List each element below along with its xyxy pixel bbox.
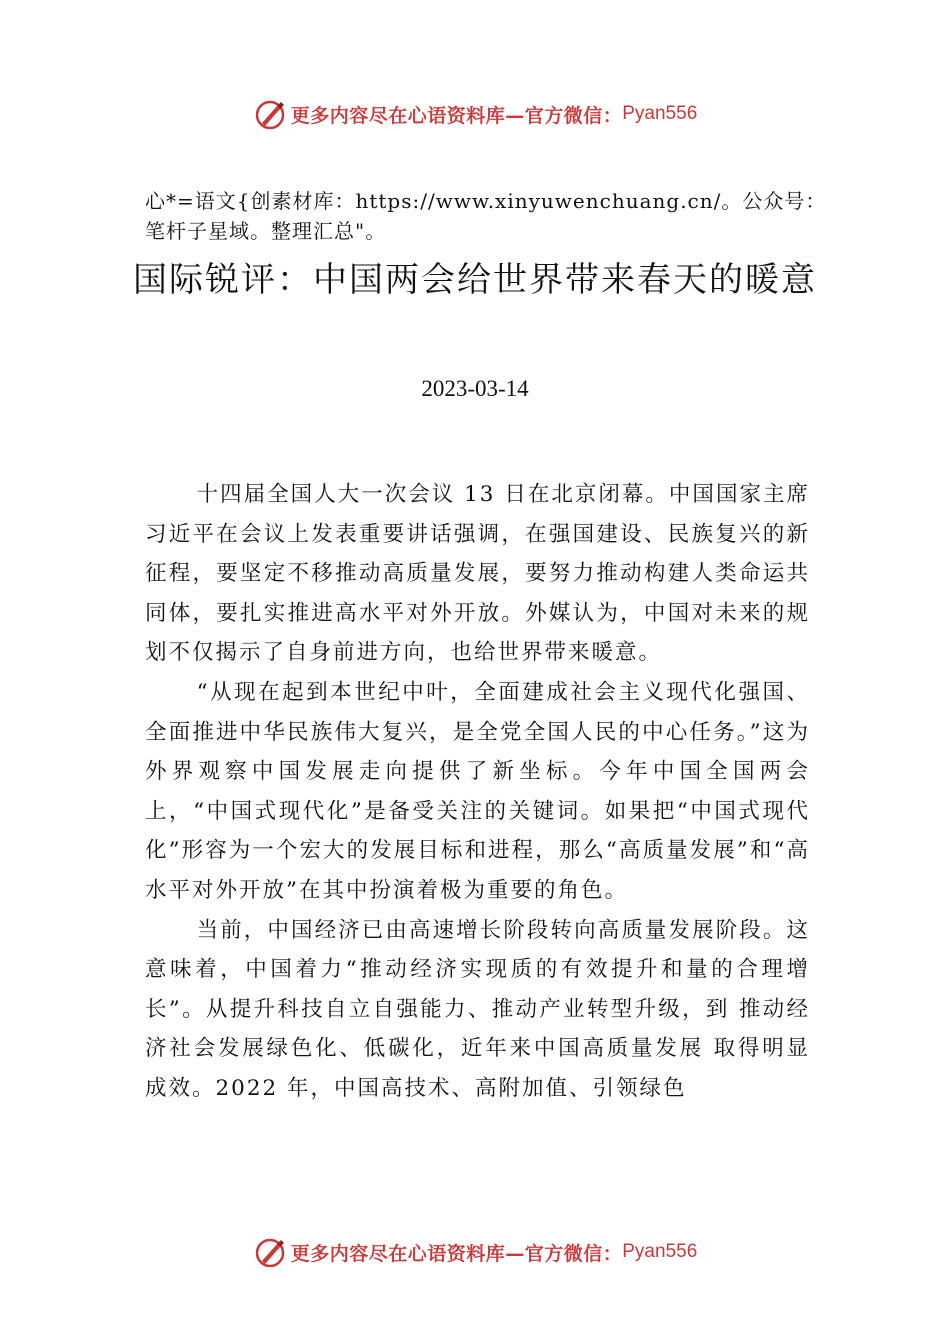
paragraph: 十四届全国人大一次会议 13 日在北京闭幕。中国国家主席习近平在会议上发表重要讲话强调，在强国建设、民族复兴的新征程，要坚定不移推动高质量发展，要努力推动构建人类命运共同体，要扎实推进高水平对外开放。外媒认为，中国对未来的规划不仅揭示了自身前进方向，也给世界带来暖意。 xyxy=(145,482,810,666)
pen-logo-icon xyxy=(253,97,287,131)
source-note: 心*=语文{创素材库：https://www.xinyuwenchuang.cn/。公众号：笔杆子星域。整理汇总"。 xyxy=(145,189,827,243)
article-date: 2023-03-14 xyxy=(421,376,529,401)
paragraph: 当前，中国经济已由高速增长阶段转向高质量发展阶段。这意味着，中国着力“推动经济实现质的有效提升和量的合理增长”。从提升科技自立自强能力、推动产业转型升级，到 推动经济社会发展绿色化、低碳化，近年来中国高质量发展 取得明显成效。2022 年，中国高技术、高附加值、引领绿色 xyxy=(145,917,810,1101)
paragraph: “从现在起到本世纪中叶，全面建成社会主义现代化强国、全面推进中华民族伟大复兴，是全党全国人民的中心任务。”这为外界观察中国发展走向提供了新坐标。今年中国全国两会上，“中国式现代化”是备受关注的关键词。如果把“中国式现代化”形容为一个宏大的发展目标和进程，那么“高质量发展”和“高水平对外开放”在其中扮演着极为重要的角色。 xyxy=(145,679,810,903)
banner-wechat-id: Pyan556 xyxy=(622,103,698,124)
header-banner xyxy=(0,94,950,134)
article-body xyxy=(145,475,810,1109)
banner-wechat-id: Pyan556 xyxy=(622,1241,698,1262)
banner-text: 更多内容尽在心语资料库—官方微信： xyxy=(290,1242,623,1265)
article-title: 国际锐评：中国两会给世界带来春天的暖意 xyxy=(133,260,817,300)
pen-logo-icon xyxy=(253,1235,287,1269)
footer-banner xyxy=(0,1232,950,1272)
banner-text: 更多内容尽在心语资料库—官方微信： xyxy=(290,104,623,127)
